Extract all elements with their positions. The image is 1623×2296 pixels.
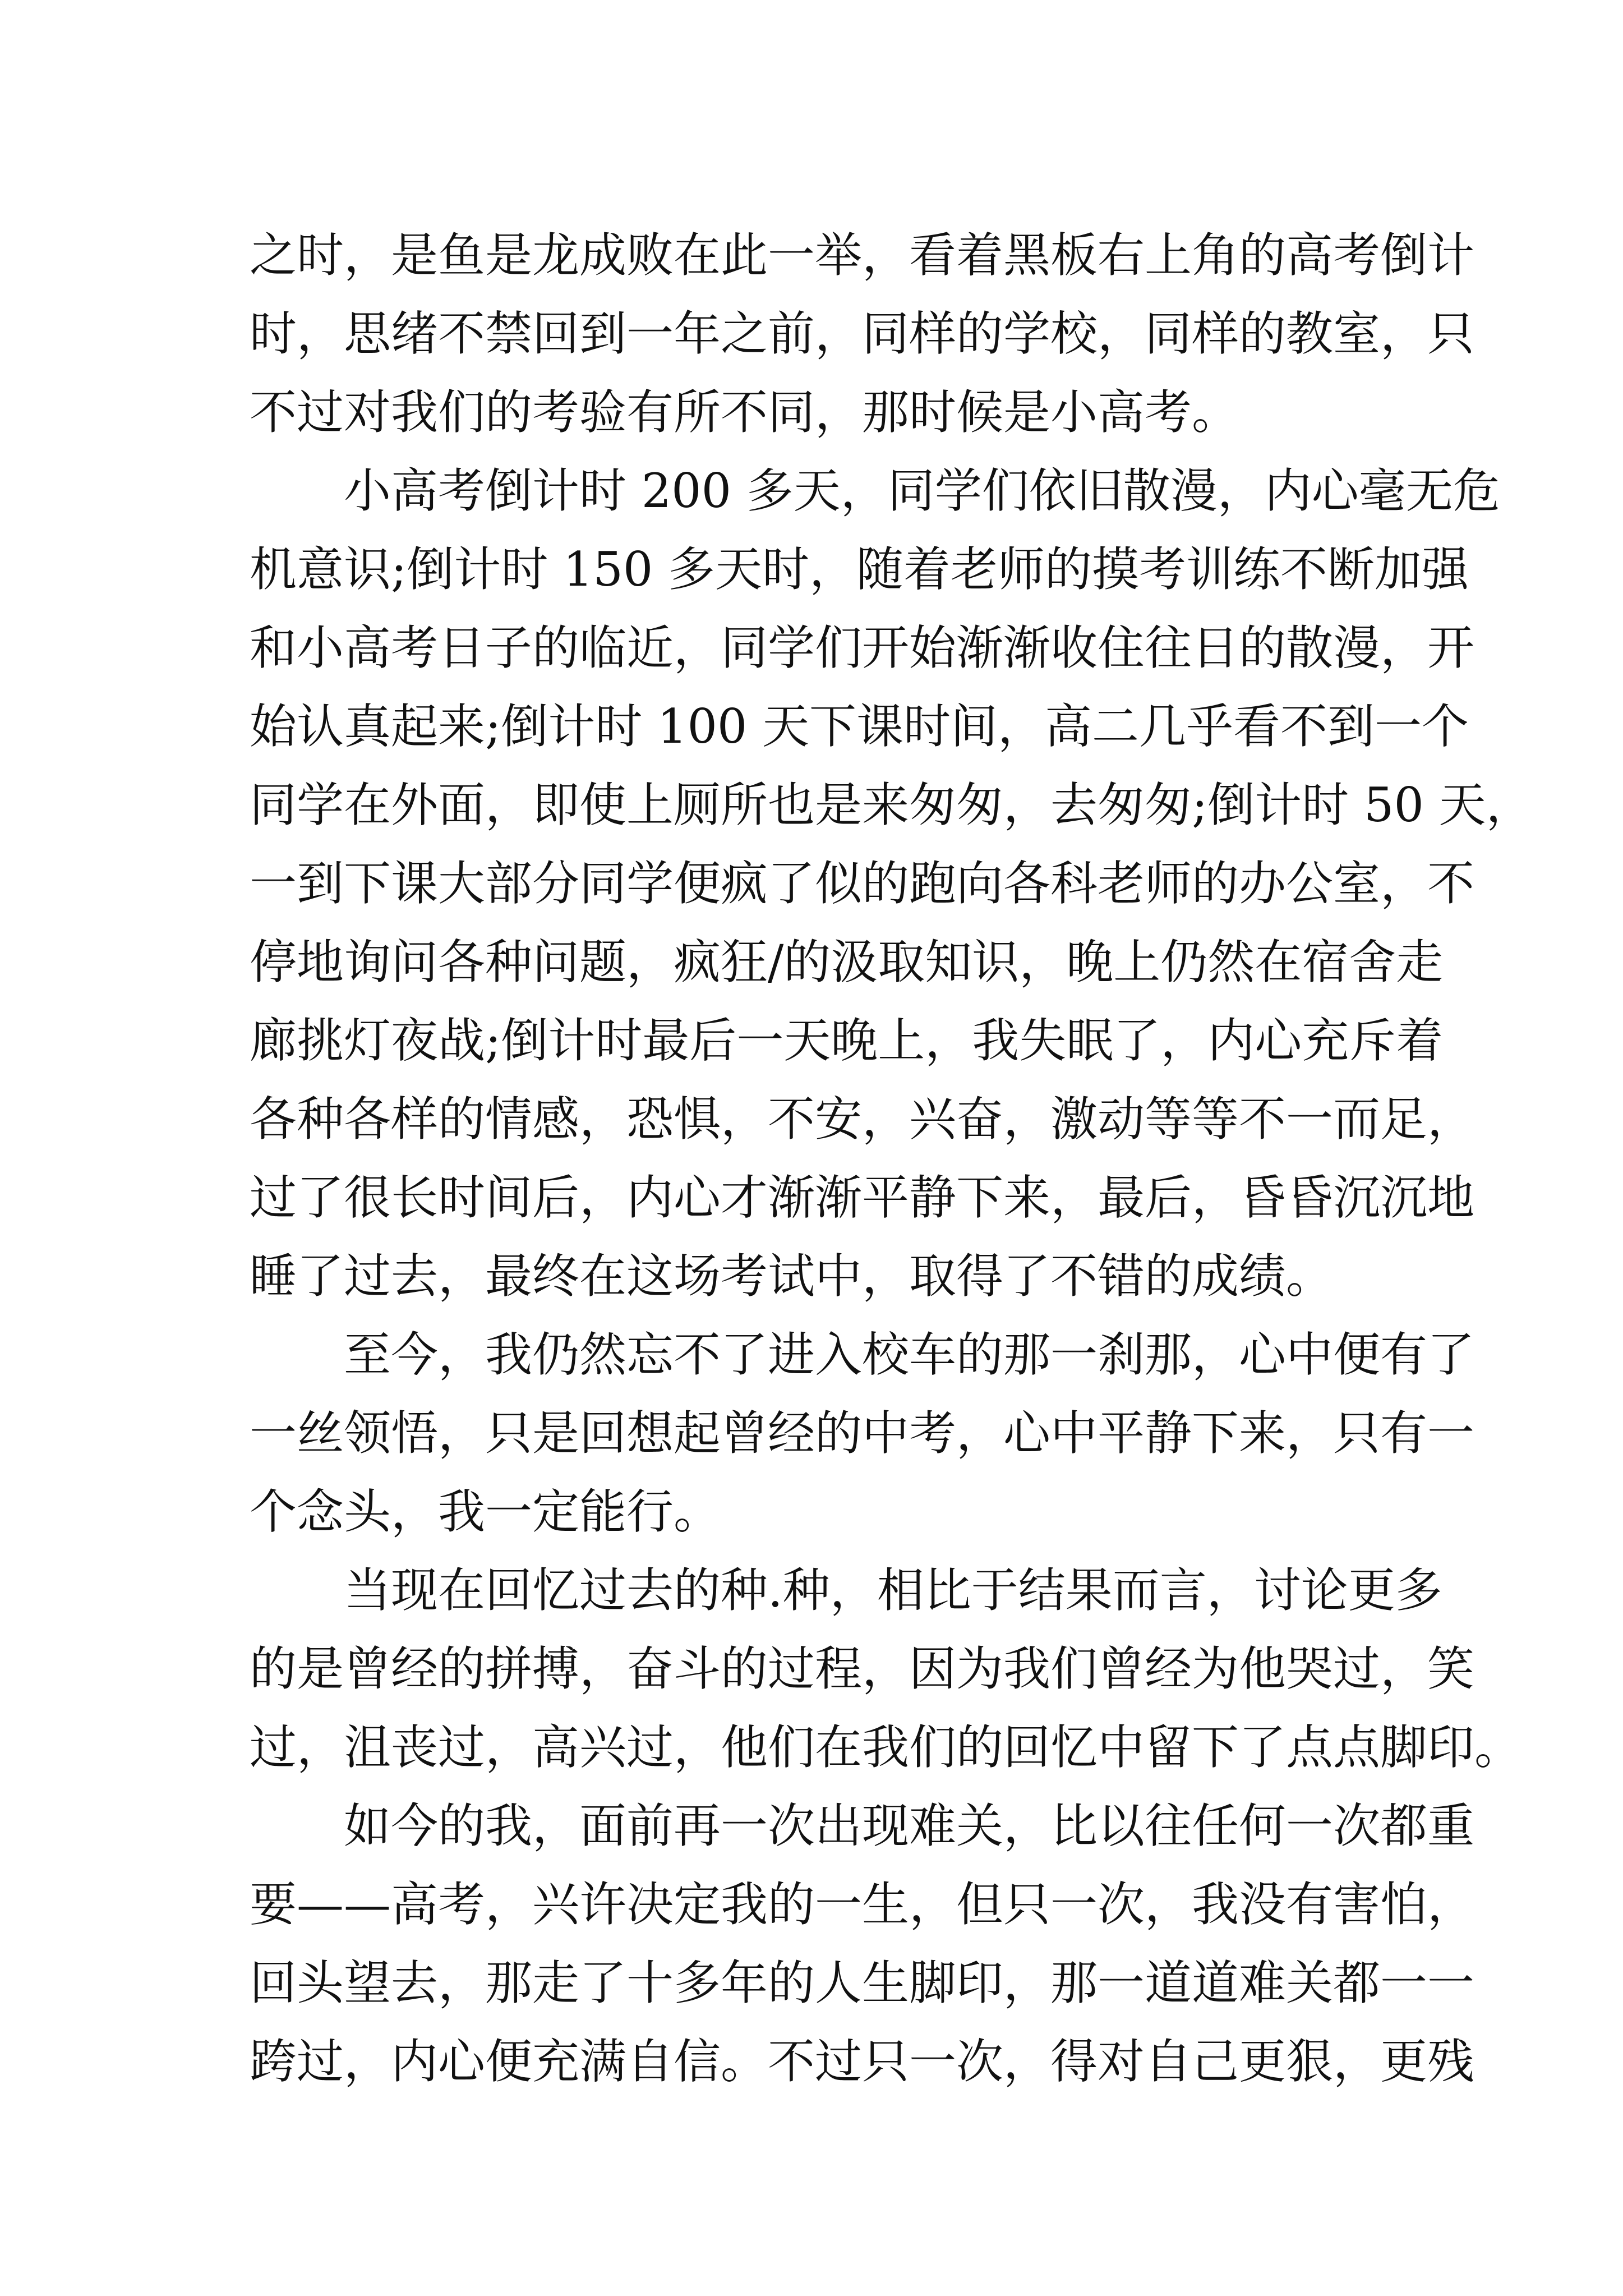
text-line: 过，沮丧过，高兴过，他们在我们的回忆中留下了点点脚印。 bbox=[250, 1720, 1522, 1775]
text-line: 始认真起来;倒计时 100 天下课时间，高二几乎看不到一个 bbox=[250, 699, 1469, 754]
text-line: 一到下课大部分同学便疯了似的跑向各科老师的办公室，不 bbox=[250, 856, 1475, 911]
text-line: 当现在回忆过去的种.种，相比于结果而言，讨论更多 bbox=[344, 1563, 1442, 1618]
text-line: 时，思绪不禁回到一年之前，同样的学校，同样的教室，只 bbox=[250, 306, 1475, 361]
paragraph-3 bbox=[250, 1315, 1475, 1551]
text-line: 回头望去，那走了十多年的人生脚印，那一道道难关都一一 bbox=[250, 1955, 1475, 2010]
paragraph-1 bbox=[250, 216, 1475, 452]
text-line: 廊挑灯夜战;倒计时最后一天晚上，我失眠了，内心充斥着 bbox=[250, 1013, 1444, 1068]
paragraph-5 bbox=[250, 1787, 1475, 2101]
text-line: 要——高考，兴许决定我的一生，但只一次，我没有害怕， bbox=[250, 1877, 1475, 1932]
text-line: 如今的我，面前再一次出现难关，比以往任何一次都重 bbox=[344, 1798, 1475, 1853]
text-line: 和小高考日子的临近，同学们开始渐渐收住往日的散漫，开 bbox=[250, 620, 1475, 675]
text-line: 的是曾经的拼搏，奋斗的过程，因为我们曾经为他哭过，笑 bbox=[250, 1641, 1475, 1696]
text-line: 个念头，我一定能行。 bbox=[250, 1484, 721, 1539]
text-line: 睡了过去，最终在这场考试中，取得了不错的成绩。 bbox=[250, 1249, 1334, 1304]
text-line: 跨过，内心便充满自信。不过只一次，得对自己更狠，更残 bbox=[250, 2034, 1475, 2089]
text-line: 过了很长时间后，内心才渐渐平静下来，最后，昏昏沉沉地 bbox=[250, 1170, 1475, 1225]
text-line: 停地询问各种问题，疯狂/的汲取知识，晚上仍然在宿舍走 bbox=[250, 935, 1444, 990]
text-line: 机意识;倒计时 150 多天时，随着老师的摸考训练不断加强 bbox=[250, 542, 1469, 597]
text-line: 不过对我们的考验有所不同，那时候是小高考。 bbox=[250, 385, 1239, 440]
paragraph-2 bbox=[250, 452, 1533, 1315]
text-line: 一丝领悟，只是回想起曾经的中考，心中平静下来，只有一 bbox=[250, 1406, 1475, 1461]
text-line: 至今，我仍然忘不了进入校车的那一刹那，心中便有了 bbox=[344, 1327, 1475, 1382]
body-text bbox=[250, 216, 1533, 2101]
text-line: 之时，是鱼是龙成败在此一举，看着黑板右上角的高考倒计 bbox=[250, 228, 1475, 283]
text-line: 小高考倒计时 200 多天，同学们依旧散漫，内心毫无危 bbox=[344, 463, 1500, 518]
paragraph-4 bbox=[250, 1551, 1522, 1787]
text-line: 同学在外面，即使上厕所也是来匆匆，去匆匆;倒计时 50 天， bbox=[250, 777, 1533, 832]
text-line: 各种各样的情感，恐惧，不安，兴奋，激动等等不一而足， bbox=[250, 1092, 1475, 1147]
